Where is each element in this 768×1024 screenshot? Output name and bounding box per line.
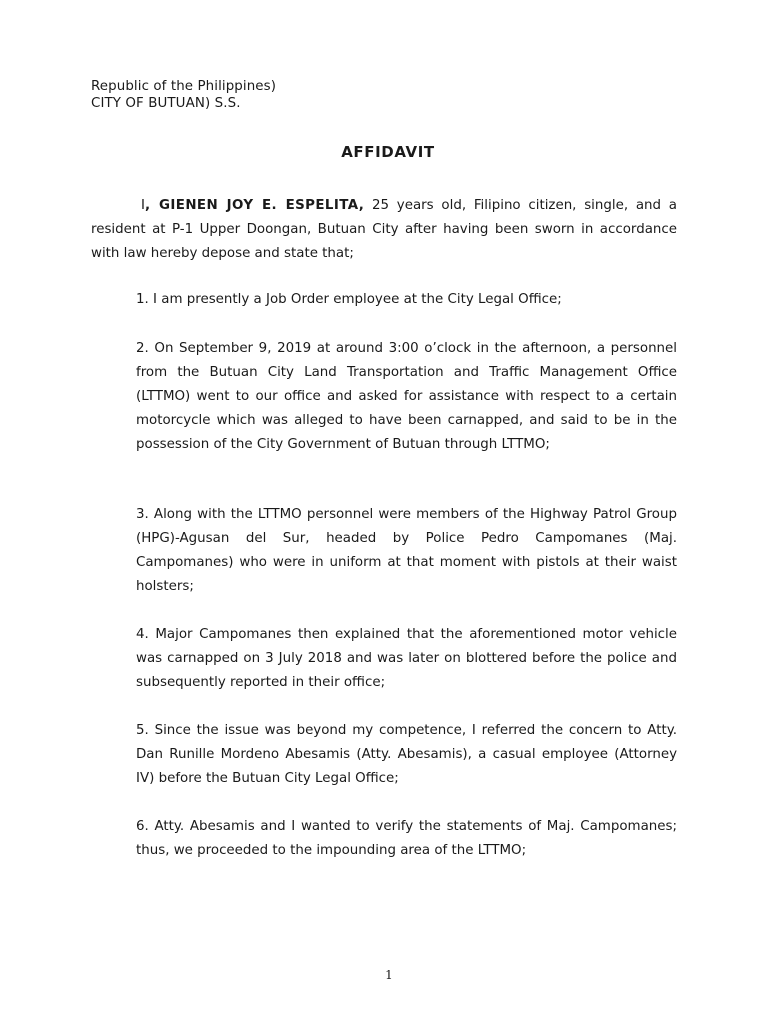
- paragraph-6: 6. Atty. Abesamis and I wanted to verify the statements of Maj. Campomanes; thus, we proceeded to the impounding area of the LTTMO;: [136, 819, 677, 858]
- paragraph-1: 1. I am presently a Job Order employee at the City Legal Office;: [136, 292, 562, 307]
- intro-paragraph: [91, 194, 677, 266]
- page-number: 1: [385, 968, 393, 982]
- paragraph-3: 3. Along with the LTTMO personnel were members of the Highway Patrol Group (HPG)-Agusan del Sur, headed by Police Pedro Campomanes (Maj. Campomanes) who were in uniform at that moment with pistols at their waist holsters;: [136, 507, 677, 594]
- document-title: AFFIDAVIT: [341, 143, 435, 161]
- paragraph-5: 5. Since the issue was beyond my competence, I referred the concern to Atty. Dan Runille Mordeno Abesamis (Atty. Abesamis), a casual employee (Attorney IV) before the Butuan City Legal Office;: [136, 723, 677, 786]
- venue-line-city: CITY OF BUTUAN) S.S.: [91, 96, 241, 111]
- venue-header: [91, 78, 276, 112]
- affiant-name: , GIENEN JOY E. ESPELITA,: [144, 198, 365, 213]
- intro-prefix: I: [141, 198, 145, 213]
- paragraph-4: 4. Major Campomanes then explained that the aforementioned motor vehicle was carnapped on 3 July 2018 and was later on blottered before the police and subsequently reported in their office;: [136, 627, 677, 690]
- paragraph-2: 2. On September 9, 2019 at around 3:00 o’clock in the afternoon, a personnel from the Butuan City Land Transportation and Traffic Management Office (LTTMO) went to our office and asked for assistance with respect to a certain motorcycle which was alleged to have been carnapped, and said to be in the possession of the City Government of Butuan through LTTMO;: [136, 341, 677, 452]
- intro-text: 25 years old, Filipino citizen, single, and a resident at P-1 Upper Doongan, Butuan City after having been sworn in accordance with law hereby depose and state that;: [91, 198, 677, 261]
- venue-line-republic: Republic of the Philippines): [91, 79, 277, 94]
